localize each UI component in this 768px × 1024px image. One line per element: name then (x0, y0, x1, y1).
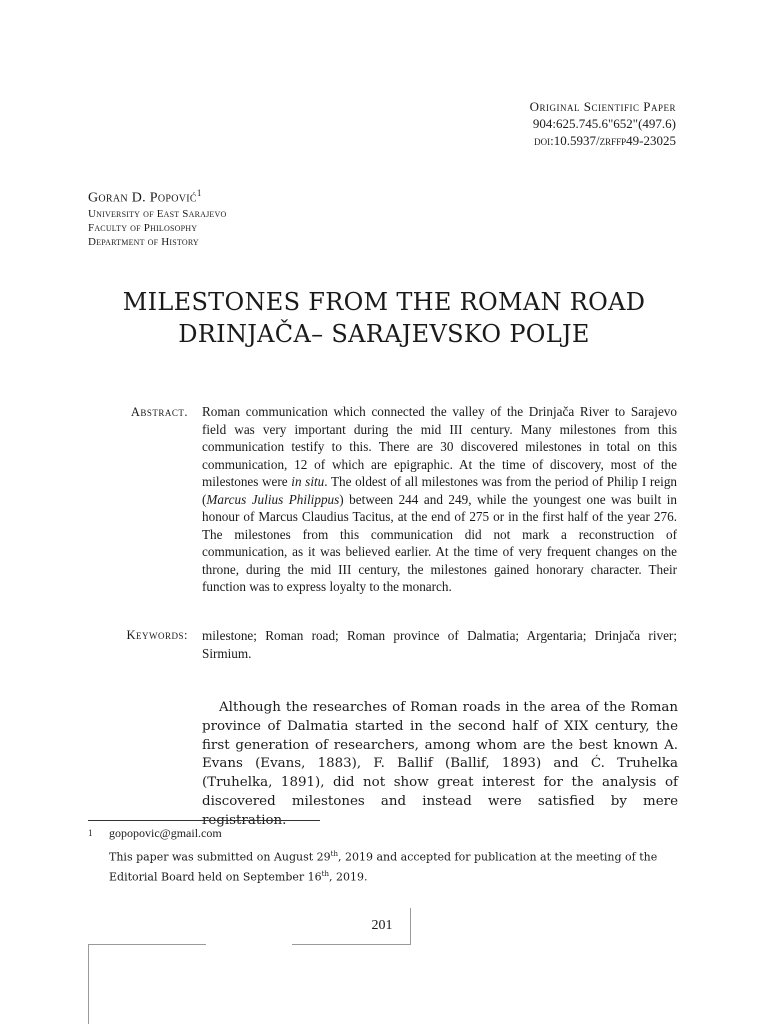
affiliation-university: University of East Sarajevo (88, 207, 227, 220)
doi[interactable]: doi:10.5937/zrffp49-23025 (534, 133, 676, 148)
title-line-1: MILESTONES FROM THE ROMAN ROAD (122, 288, 646, 316)
title-line-2: DRINJAČA– SARAJEVSKO POLJE (178, 320, 590, 348)
abstract-part-3: ) between 244 and 249, while the youngest one was built in honour of Marcus Claudius Tacitus, at the end of 275 or in the first half of the year 276. The milestones from this communication did not mark a reconstruction of communication, as it was believed earlier. At the time of very frequent changes on the throne, during the mid III century, the milestones gained honorary character. Their function was to express loyalty to the monarch. (202, 491, 677, 594)
note-sup-a: th (330, 850, 338, 858)
footnote-1 (88, 825, 222, 841)
footnote-rule (88, 820, 320, 821)
paper-type: Original Scientific Paper (529, 99, 676, 114)
note-part-c: , 2019. (328, 870, 368, 884)
abstract-label: Abstract. (130, 405, 188, 419)
abstract-part-1: Roman communication which connected the valley of the Drinjača River to Sarajevo field was very important during the mid III century. Many milestones from this communication testify to this. There are 30 discovered milestones in total on this communication, 12 of which are epigraphic. At the time of discovery, most of the milestones were (202, 404, 677, 489)
crop-mark-center (292, 944, 410, 945)
article-metadata (530, 98, 676, 149)
author-name: Goran D. Popović (88, 190, 197, 206)
footnote-submission-note (109, 846, 679, 885)
affiliation-faculty: Faculty of Philosophy (88, 221, 198, 234)
abstract-philip: Marcus Julius Philippus (206, 491, 340, 507)
crop-mark-left (88, 944, 206, 945)
abstract-text (202, 403, 677, 596)
paper-title (88, 286, 680, 350)
footnote-mark: 1 (88, 828, 93, 838)
body-paragraph: Although the researches of Roman roads in the area of the Roman province of Dalmatia started in the second half of XIX century, the first generation of researchers, among whom are the best known A. Evans (Evans, 1883), F. Ballif (Ballif, 1893) and Ć. Truhelka (Truhelka, 1891), did not show great interest for the analysis of discovered milestones and instead were satisfied by mere registration. (202, 700, 678, 828)
page-number: 201 (371, 918, 393, 933)
note-part-b: , 2019 and accepted for publication at the meeting of the Editorial Board held on September 16 (109, 850, 658, 884)
note-sup-b: th (321, 869, 329, 878)
keywords-text: milestone; Roman road; Roman province of Dalmatia; Argentaria; Drinjača river; Sirmium. (202, 628, 677, 661)
abstract-in-situ: in situ (291, 474, 325, 489)
abstract-part-2: . The oldest of all milestones was from the period of Philip I reign ( (202, 474, 678, 507)
footnote-email[interactable]: gopopovic@gmail.com (109, 826, 222, 840)
crop-mark-vertical (410, 908, 411, 945)
crop-mark-corner (88, 944, 89, 1024)
keywords-label: Keywords: (126, 628, 188, 642)
udc-code: 904:625.745.6"652"(497.6) (532, 116, 676, 131)
affiliation-department: Department of History (88, 235, 199, 248)
author-line (88, 188, 226, 207)
note-part-a: This paper was submitted on August 29 (109, 850, 331, 864)
author-footnote-mark[interactable]: 1 (196, 188, 202, 198)
author-block (88, 188, 226, 249)
